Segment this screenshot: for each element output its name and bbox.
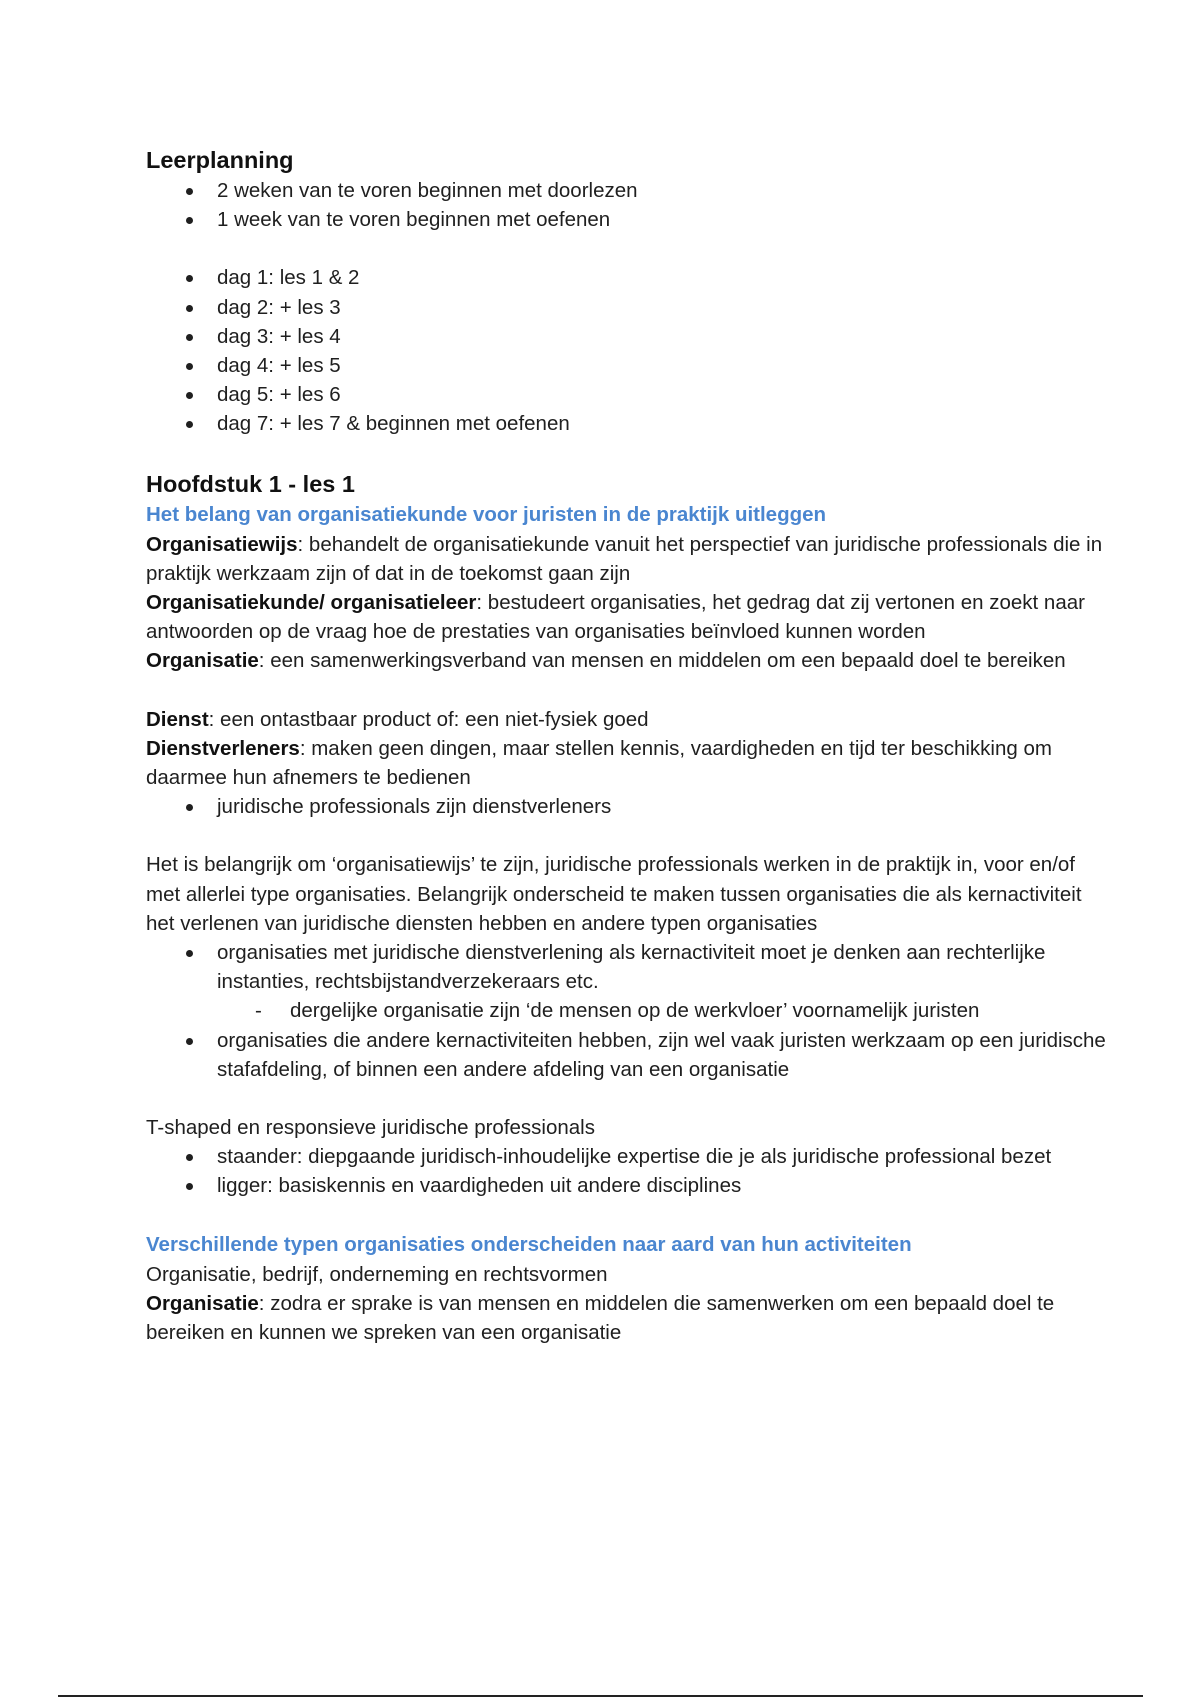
list-item: 2 weken van te voren beginnen met doorlezen	[146, 176, 1106, 205]
definition-dienstverleners	[146, 734, 1106, 792]
spacer	[146, 1201, 1106, 1230]
paragraph-organisatiewijs: Het is belangrijk om ‘organisatiewijs’ te zijn, juridische professionals werken in de praktijk in, voor en/of met allerlei type organisaties. Belangrijk onderscheid te maken tussen organisaties die als kernactiviteit het verlenen van juridische diensten hebben en andere typen organisaties	[146, 853, 1082, 935]
section-subtitle: Organisatie, bedrijf, onderneming en rechtsvormen	[146, 1262, 608, 1286]
definition-term: Organisatie	[146, 1291, 259, 1315]
prep-list	[146, 176, 1106, 234]
definition-term: Organisatiekunde/ organisatieleer	[146, 591, 477, 615]
document-page	[146, 144, 1106, 1347]
list-item: dag 4: + les 5	[146, 351, 1106, 380]
definition-organisatie-2	[146, 1289, 1106, 1347]
list-item: 1 week van te voren beginnen met oefenen	[146, 205, 1106, 234]
spacer	[146, 821, 1106, 850]
tshaped-heading: T-shaped en responsieve juridische professionals	[146, 1116, 595, 1140]
sub-list	[217, 996, 1106, 1025]
definition-text: : zodra er sprake is van mensen en middelen die samenwerken om een bepaald doel te bereiken en kunnen we spreken van een organisatie	[146, 1291, 1055, 1345]
list-item-text: organisaties met juridische dienstverlening als kernactiviteit moet je denken aan rechterlijke instanties, rechtsbijstandverzekeraars etc.	[217, 941, 1046, 994]
definition-term: Organisatie	[146, 649, 259, 673]
definition-text: : een ontastbaar product of: een niet-fysiek goed	[208, 707, 649, 731]
organisation-types-list	[146, 938, 1106, 1084]
list-item: dag 1: les 1 & 2	[146, 263, 1106, 292]
spacer	[146, 234, 1106, 263]
section-heading-typen: Verschillende typen organisaties onderscheiden naar aard van hun activiteiten	[146, 1232, 912, 1256]
definition-organisatie	[146, 646, 1106, 675]
chapter-heading: Hoofdstuk 1 - les 1	[146, 470, 355, 497]
dienstverleners-list	[146, 792, 1106, 821]
list-item	[146, 938, 1106, 1026]
list-item: dag 7: + les 7 & beginnen met oefenen	[146, 409, 1106, 438]
page-bottom-divider	[58, 1695, 1143, 1697]
list-item: dag 2: + les 3	[146, 293, 1106, 322]
tshaped-list	[146, 1142, 1106, 1200]
definition-term: Organisatiewijs	[146, 532, 298, 556]
list-item: organisaties die andere kernactiviteiten hebben, zijn wel vaak juristen werkzaam op een juridische stafafdeling, of binnen een andere afdeling van een organisatie	[146, 1026, 1106, 1084]
definition-organisatiewijs	[146, 530, 1106, 588]
definition-term: Dienst	[146, 707, 209, 731]
leerplanning-heading: Leerplanning	[146, 147, 294, 173]
definition-organisatiekunde	[146, 588, 1106, 646]
list-item: dag 5: + les 6	[146, 380, 1106, 409]
section-heading-belang: Het belang van organisatiekunde voor juristen in de praktijk uitleggen	[146, 502, 827, 526]
spacer	[146, 1084, 1106, 1113]
sub-list-item: - dergelijke organisatie zijn ‘de mensen op de werkvloer’ voornamelijk juristen	[217, 996, 1106, 1025]
definition-term: Dienstverleners	[146, 736, 300, 760]
definition-text: : maken geen dingen, maar stellen kennis, vaardigheden en tijd ter beschikking om daarmee hun afnemers te bedienen	[146, 736, 1052, 790]
list-item: dag 3: + les 4	[146, 322, 1106, 351]
list-item: ligger: basiskennis en vaardigheden uit andere disciplines	[146, 1171, 1106, 1200]
list-item: juridische professionals zijn dienstverleners	[146, 792, 1106, 821]
definition-dienst	[146, 705, 1106, 734]
definition-text: : bestudeert organisaties, het gedrag dat zij vertonen en zoekt naar antwoorden op de vraag hoe de prestaties van organisaties beïnvloed kunnen worden	[146, 591, 1085, 644]
day-schedule-list	[146, 263, 1106, 438]
spacer	[146, 439, 1106, 468]
definition-text: : behandelt de organisatiekunde vanuit het perspectief van juridische professionals die in praktijk werkzaam zijn of dat in de toekomst gaan zijn	[146, 532, 1103, 585]
definition-text: : een samenwerkingsverband van mensen en middelen om een bepaald doel te bereiken	[258, 649, 1066, 673]
spacer	[146, 676, 1106, 705]
list-item: staander: diepgaande juridisch-inhoudelijke expertise die je als juridische professional bezet	[146, 1142, 1106, 1171]
